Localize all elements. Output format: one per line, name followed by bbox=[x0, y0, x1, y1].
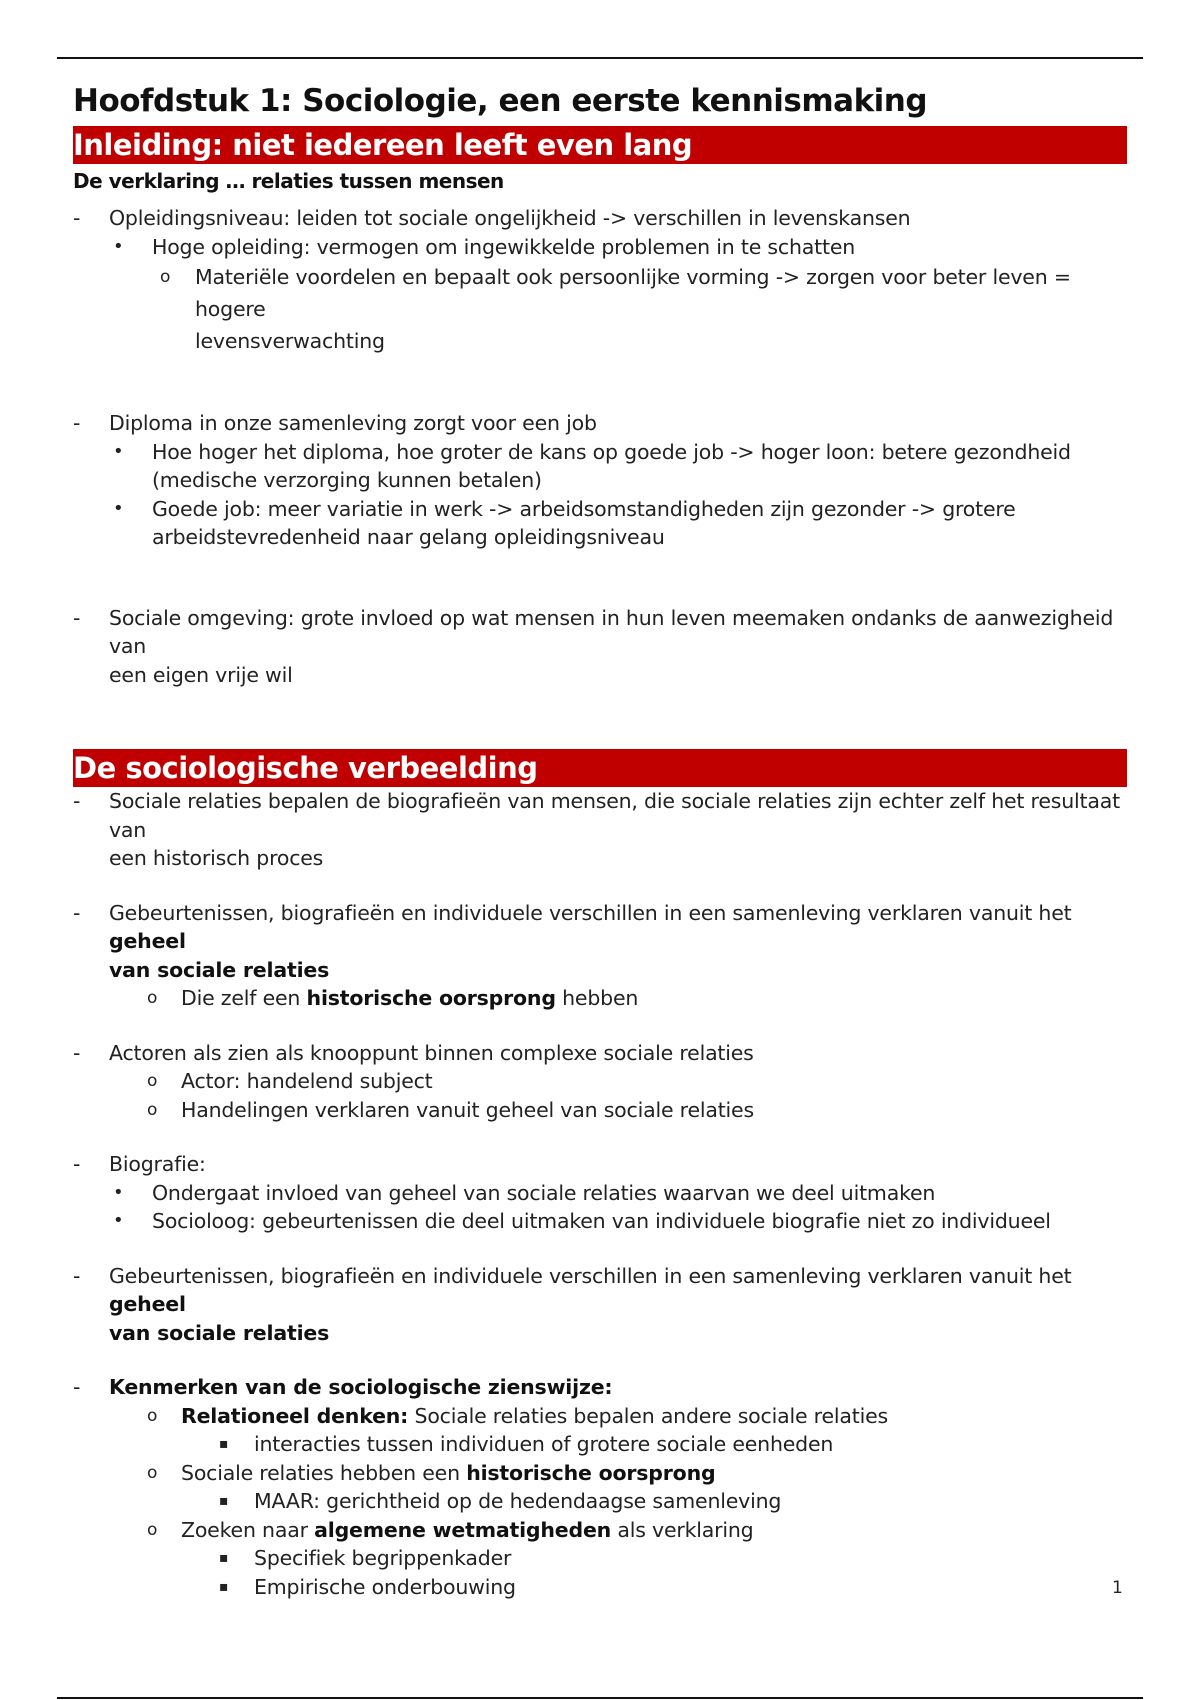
bold-term: geheel bbox=[109, 929, 186, 953]
list-item-text: een eigen vrije wil bbox=[109, 662, 293, 687]
text-run: hebben bbox=[555, 986, 639, 1010]
text-run: Gebeurtenissen, biografieën en individuele verschillen in een samenleving verklaren vanuit het bbox=[109, 900, 1072, 925]
bold-term: van sociale relaties bbox=[109, 957, 330, 982]
list-item bbox=[73, 1573, 1127, 1602]
list-item bbox=[73, 261, 1127, 357]
list-item-text bbox=[109, 956, 1127, 985]
dash-marker: - bbox=[73, 411, 81, 435]
list-item-text: Goede job: meer variatie in werk -> arbeidsomstandigheden zijn gezonder -> grotere bbox=[152, 496, 1016, 521]
bold-term: Relationeel denken: bbox=[181, 1403, 409, 1428]
list-item bbox=[73, 604, 1127, 690]
list-item-text: levensverwachting bbox=[195, 329, 385, 353]
list-item bbox=[73, 1096, 1127, 1125]
list-item bbox=[73, 899, 1127, 985]
list-item-text: Opleidingsniveau: leiden tot sociale ongelijkheid -> verschillen in levenskansen bbox=[109, 206, 911, 230]
bold-term: historische oorsprong bbox=[466, 1460, 716, 1485]
list-item-text: Empirische onderbouwing bbox=[254, 1574, 516, 1599]
list-item-text bbox=[181, 1516, 1127, 1545]
dash-marker: - bbox=[73, 605, 81, 630]
bold-term: algemene wetmatigheden bbox=[314, 1517, 612, 1542]
list-item-text bbox=[181, 1402, 1127, 1431]
list-item-text: Hoge opleiding: vermogen om ingewikkelde problemen in te schatten bbox=[152, 234, 856, 259]
list-item-text: (medische verzorging kunnen betalen) bbox=[152, 468, 542, 492]
list-item-text bbox=[109, 1262, 1127, 1319]
bullet-marker: • bbox=[113, 1181, 124, 1203]
subheading-verklaring: De verklaring … relaties tussen mensen bbox=[73, 169, 504, 193]
text-run: Zoeken naar bbox=[181, 1517, 315, 1542]
list-item bbox=[73, 1262, 1127, 1348]
list-item-text: Actoren als zien als knooppunt binnen complexe sociale relaties bbox=[109, 1040, 754, 1065]
bullet-marker: • bbox=[113, 440, 124, 462]
list-item-text: Sociale relaties bepalen de biografieën van mensen, die sociale relaties zijn echter zelf het resultaat van bbox=[109, 789, 1120, 842]
list-item-text: Sociale omgeving: grote invloed op wat mensen in hun leven meemaken ondanks de aanwezigheid van bbox=[109, 605, 1114, 658]
list-item bbox=[73, 1516, 1127, 1545]
text-run: Die zelf een bbox=[181, 986, 307, 1010]
chapter-title: Hoofdstuk 1: Sociologie, een eerste kennismaking bbox=[73, 83, 928, 119]
list-item bbox=[73, 409, 1127, 438]
list-item bbox=[73, 204, 1127, 233]
bold-term: geheel bbox=[109, 1292, 186, 1316]
bold-term: Kenmerken van de sociologische zienswijze: bbox=[109, 1375, 613, 1399]
page-content bbox=[73, 70, 1127, 1601]
list-item-text: Handelingen verklaren vanuit geheel van sociale relaties bbox=[181, 1097, 754, 1122]
bold-term: van sociale relaties bbox=[109, 1320, 330, 1345]
list-item-text: Materiële voordelen en bepaalt ook persoonlijke vorming -> zorgen voor beter leven = hogere bbox=[195, 265, 1071, 321]
circle-marker: o bbox=[147, 988, 158, 1008]
circle-marker: o bbox=[147, 1519, 158, 1540]
list-item-text: arbeidstevredenheid naar gelang opleidingsniveau bbox=[152, 525, 665, 549]
circle-marker: o bbox=[160, 267, 171, 287]
text-run: Sociale relaties bepalen andere sociale relaties bbox=[408, 1403, 888, 1428]
dash-marker: - bbox=[73, 1375, 81, 1399]
text-run: als verklaring bbox=[611, 1517, 754, 1542]
list-item-text: Actor: handelend subject bbox=[181, 1069, 433, 1093]
list-item-text: Socioloog: gebeurtenissen die deel uitmaken van individuele biografie niet zo individueel bbox=[152, 1209, 1051, 1233]
list-item bbox=[73, 1373, 1127, 1402]
list-item-text bbox=[181, 984, 1127, 1013]
list-item-text: MAAR: gerichtheid op de hedendaagse samenleving bbox=[254, 1489, 782, 1513]
list-item-text: Ondergaat invloed van geheel van sociale relaties waarvan we deel uitmaken bbox=[152, 1180, 936, 1205]
list-item-text bbox=[109, 1319, 1127, 1348]
dash-marker: - bbox=[73, 1263, 81, 1288]
bottom-rule bbox=[57, 1697, 1143, 1699]
list-item bbox=[73, 1039, 1127, 1068]
dash-marker: - bbox=[73, 1040, 81, 1065]
square-marker: ▪ bbox=[219, 1578, 229, 1595]
list-item bbox=[73, 1459, 1127, 1488]
list-item bbox=[73, 1402, 1127, 1431]
section-heading-inleiding: Inleiding: niet iedereen leeft even lang bbox=[73, 126, 1127, 164]
bullet-marker: • bbox=[113, 1210, 124, 1231]
dash-marker: - bbox=[73, 206, 81, 230]
top-rule bbox=[57, 57, 1143, 59]
bullet-marker: • bbox=[113, 497, 124, 519]
list-item bbox=[73, 1179, 1127, 1208]
list-item bbox=[73, 438, 1127, 495]
square-marker: ▪ bbox=[219, 1436, 229, 1452]
dash-marker: - bbox=[73, 789, 81, 813]
text-run: Sociale relaties hebben een bbox=[181, 1460, 467, 1485]
list-item bbox=[73, 495, 1127, 552]
list-item-text bbox=[109, 1373, 1127, 1402]
dash-marker: - bbox=[73, 900, 81, 925]
list-item-text: Specifiek begrippenkader bbox=[254, 1546, 512, 1570]
list-item bbox=[73, 1150, 1127, 1179]
list-item-text: een historisch proces bbox=[109, 846, 324, 870]
circle-marker: o bbox=[147, 1462, 158, 1483]
list-item-text: Diploma in onze samenleving zorgt voor een job bbox=[109, 411, 597, 435]
list-item bbox=[73, 1430, 1127, 1459]
list-item bbox=[73, 1487, 1127, 1516]
list-item bbox=[73, 1207, 1127, 1236]
list-item-text: interacties tussen individuen of grotere sociale eenheden bbox=[254, 1432, 834, 1456]
list-item-text: Biografie: bbox=[109, 1152, 206, 1176]
list-item-text bbox=[109, 899, 1127, 956]
square-marker: ▪ bbox=[219, 1550, 229, 1566]
list-item bbox=[73, 1067, 1127, 1096]
square-marker: ▪ bbox=[219, 1493, 229, 1509]
list-item bbox=[73, 984, 1127, 1013]
text-run: Gebeurtenissen, biografieën en individuele verschillen in een samenleving verklaren vanuit het bbox=[109, 1263, 1072, 1288]
dash-marker: - bbox=[73, 1152, 81, 1176]
page-number: 1 bbox=[1112, 1578, 1123, 1598]
list-item-text: Hoe hoger het diploma, hoe groter de kans op goede job -> hoger loon: betere gezondheid bbox=[152, 439, 1071, 464]
list-item bbox=[73, 233, 1127, 262]
list-item bbox=[73, 1544, 1127, 1573]
section-heading-sociologische-verbeelding: De sociologische verbeelding bbox=[73, 749, 1127, 787]
bold-term: historische oorsprong bbox=[306, 986, 556, 1010]
bullet-marker: • bbox=[113, 235, 124, 257]
circle-marker: o bbox=[147, 1099, 158, 1120]
list-item bbox=[73, 787, 1127, 873]
circle-marker: o bbox=[147, 1071, 158, 1091]
list-item-text bbox=[181, 1459, 1127, 1488]
circle-marker: o bbox=[147, 1405, 158, 1426]
